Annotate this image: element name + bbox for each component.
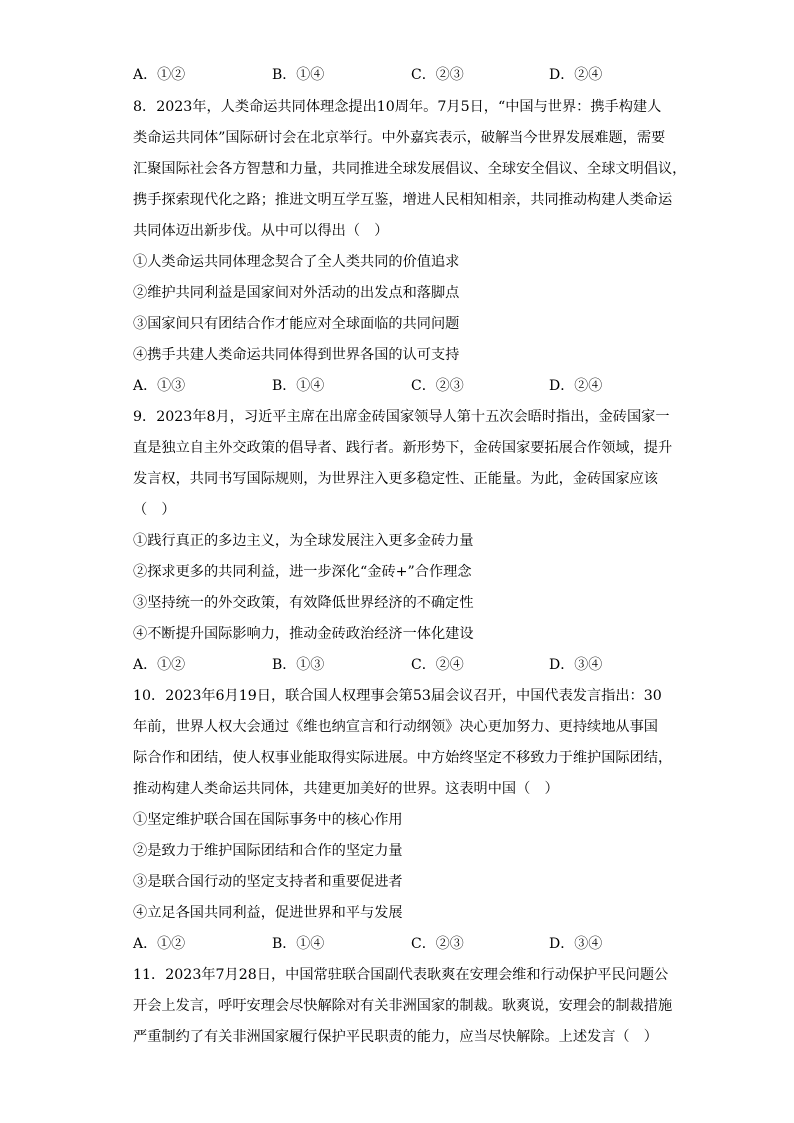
statement-4: ④不断提升国际影响力，推动金砖政治经济一体化建设 [133, 626, 474, 642]
option-b: B．①④ [272, 936, 325, 952]
statement-1: ①践行真正的多边主义，为全球发展注入更多金砖力量 [133, 533, 474, 549]
statement-2: ②维护共同利益是国家间对外活动的出发点和落脚点 [133, 285, 460, 301]
option-a: A．①③ [133, 378, 186, 394]
option-c: C．②④ [411, 657, 464, 673]
question-text: 共同体迈出新步伐。从中可以得出（ ） [133, 223, 389, 239]
question-text: 类命运共同体”国际研讨会在北京举行。中外嘉宾表示，破解当今世界发展难题，需要 [133, 130, 666, 146]
option-d: D．③④ [549, 936, 603, 952]
statement-4: ④携手共建人类命运共同体得到世界各国的认可支持 [133, 347, 460, 363]
option-c: C．②③ [411, 378, 464, 394]
option-d: D．②④ [549, 67, 603, 83]
question-text: 直是独立自主外交政策的倡导者、践行者。新形势下，金砖国家要拓展合作领域，提升 [133, 440, 673, 456]
option-b: B．①④ [272, 67, 325, 83]
question-text: 年前，世界人权大会通过《维也纳宣言和行动纲领》决心更加努力、更持续地从事国 [133, 719, 658, 735]
question-text: 汇聚国际社会各方智慧和力量，共同推进全球发展倡议、全球安全倡议、全球文明倡议， [133, 161, 687, 177]
option-b: B．①④ [272, 378, 325, 394]
option-a: A．①② [133, 657, 186, 673]
question-text: 9．2023年8月，习近平主席在出席金砖国家领导人第十五次会晤时指出，金砖国家一 [133, 409, 670, 425]
question-text: 11．2023年7月28日，中国常驻联合国副代表耿爽在安理会维和行动保护平民问题公 [133, 967, 669, 983]
answer-options [133, 374, 653, 398]
statement-3: ③国家间只有团结合作才能应对全球面临的共同问题 [133, 316, 460, 332]
statement-2: ②探求更多的共同利益，进一步深化“金砖+”合作理念 [133, 564, 472, 580]
option-c: C．②③ [411, 936, 464, 952]
option-a: A．①② [133, 936, 186, 952]
question-text: 10．2023年6月19日，联合国人权理事会第53届会议召开，中国代表发言指出：30 [133, 688, 662, 704]
statement-2: ②是致力于维护国际团结和合作的坚定力量 [133, 843, 403, 859]
question-text: 携手探索现代化之路；推进文明互学互鉴，增进人民相知相亲，共同推动构建人类命运 [133, 192, 673, 208]
answer-options [133, 932, 653, 956]
option-d: D．③④ [549, 657, 603, 673]
option-c: C．②③ [411, 67, 464, 83]
statement-1: ①坚定维护联合国在国际事务中的核心作用 [133, 812, 403, 828]
answer-options [133, 653, 653, 677]
statement-1: ①人类命运共同体理念契合了全人类共同的价值追求 [133, 254, 460, 270]
question-text: （ ） [133, 502, 176, 518]
answer-options [133, 63, 653, 87]
statement-3: ③坚持统一的外交政策，有效降低世界经济的不确定性 [133, 595, 474, 611]
question-text: 开会上发言，呼吁安理会尽快解除对有关非洲国家的制裁。耿爽说，安理会的制裁措施 [133, 998, 673, 1014]
statement-4: ④立足各国共同利益，促进世界和平与发展 [133, 905, 403, 921]
question-text: 推动构建人类命运共同体，共建更加美好的世界。这表明中国（ ） [133, 781, 559, 797]
statement-3: ③是联合国行动的坚定支持者和重要促进者 [133, 874, 403, 890]
option-b: B．①③ [272, 657, 325, 673]
question-text: 际合作和团结，使人权事业能取得实际进展。中方始终坚定不移致力于维护国际团结， [133, 750, 673, 766]
question-text: 严重制约了有关非洲国家履行保护平民职责的能力，应当尽快解除。上述发言（ ） [133, 1029, 658, 1045]
option-d: D．②④ [549, 378, 603, 394]
question-text: 8．2023年，人类命运共同体理念提出10周年。7月5日，“中国与世界：携手构建人 [133, 99, 662, 115]
option-a: A．①② [133, 67, 186, 83]
question-text: 发言权，共同书写国际规则，为世界注入更多稳定性、正能量。为此，金砖国家应该 [133, 471, 658, 487]
